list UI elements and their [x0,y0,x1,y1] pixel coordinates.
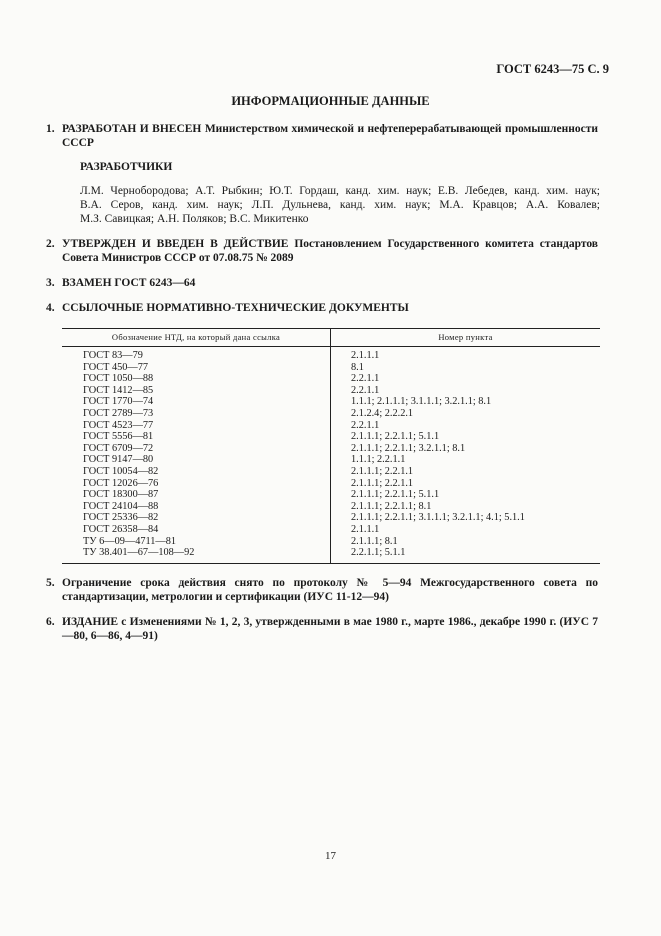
document-cell: ГОСТ 4523—77 [62,420,331,432]
section-number: 3. [46,277,55,289]
table-row [62,362,600,374]
table-row [62,536,600,548]
table-row [62,466,600,478]
clause-cell: 2.1.1.1; 8.1 [351,535,398,547]
section-6 [46,615,598,643]
document-cell: ТУ 38.401—67—108—92 [62,547,331,563]
table-row [62,454,600,466]
table-row [62,547,600,563]
section-number: 1. [46,123,55,135]
document-cell: ГОСТ 5556—81 [62,431,331,443]
document-cell: ГОСТ 9147—80 [62,454,331,466]
section-text: Постановлением Государственного комитета стандартов Совета Министров СССР от 07.08.75 № 2089 [62,238,598,265]
section-5 [46,576,598,604]
document-cell: ТУ 6—09—4711—81 [62,536,331,548]
clause-cell: 2.1.1.1 [351,523,380,535]
section-4 [46,301,598,315]
clause-cell: 2.1.1.1; 2.2.1.1; 5.1.1 [351,489,440,501]
clause-cell: 2.2.1.1 [351,384,380,396]
document-cell: ГОСТ 18300—87 [62,489,331,501]
table-row [62,408,600,420]
page-number: 17 [325,850,336,862]
clause-cell: 2.1.1.1 [351,350,380,361]
table-row [62,431,600,443]
clause-cell: 2.2.1.1; 5.1.1 [331,547,601,563]
column-header-document: Обозначение НТД, на который дана ссылка [62,329,331,347]
section-3 [46,276,598,290]
table-row [62,396,600,408]
table-header-row [62,329,600,347]
section-lead: УТВЕРЖДЕН И ВВЕДЕН В ДЕЙСТВИЕ [62,238,289,250]
clause-cell: 1.1.1; 2.1.1.1; 3.1.1.1; 3.2.1.1; 8.1 [351,396,492,408]
table-row [62,478,600,490]
clause-cell: 2.1.1.1; 2.2.1.1 [351,465,414,477]
clause-cell: 2.1.1.1; 2.2.1.1; 3.2.1.1; 8.1 [351,442,466,454]
page-title: ИНФОРМАЦИОННЫЕ ДАННЫЕ [231,94,430,108]
document-cell: ГОСТ 6709—72 [62,443,331,455]
clause-cell: 2.2.1.1 [351,373,380,385]
running-header: ГОСТ 6243—75 С. 9 [496,62,609,76]
clause-cell: 8.1 [351,361,364,373]
clause-cell: 2.1.1.1; 2.2.1.1 [351,477,414,489]
section-lead: ССЫЛОЧНЫЕ НОРМАТИВНО-ТЕХНИЧЕСКИЕ ДОКУМЕНТЫ [62,302,409,314]
section-1 [46,122,598,150]
table-row [62,443,600,455]
table-row [62,373,600,385]
section-text: Ограничение срока действия снято по протоколу № 5—94 Межгосударственного совета по стандартизации, метрологии и сертификации (ИУС 11-12—94) [62,577,598,604]
section-number: 4. [46,302,55,314]
section-2 [46,237,598,265]
column-header-clause: Номер пункта [331,329,601,347]
section-number: 2. [46,238,55,250]
developers-line: В.А. Серов, канд. хим. наук; Л.П. Дульнева, канд. хим. наук; М.А. Кравцов; А.А. Ковалев; [80,199,600,212]
document-cell: ГОСТ 25336—82 [62,512,331,524]
developers-heading: РАЗРАБОТЧИКИ [80,161,173,173]
section-number: 6. [46,616,55,628]
document-cell: ГОСТ 2789—73 [62,408,331,420]
table-row [62,501,600,513]
document-cell: ГОСТ 1412—85 [62,385,331,397]
section-text: ИЗДАНИЕ с Изменениями № 1, 2, 3, утвержденными в мае 1980 г., марте 1986., декабре 1990 г. (ИУС 7—80, 6—86, 4—91) [62,616,598,643]
table-row [62,385,600,397]
clause-cell: 2.1.1.1; 2.2.1.1; 8.1 [351,500,432,512]
developers-list [80,184,600,227]
references-table [62,328,600,564]
table-row [62,512,600,524]
table-row [62,420,600,432]
clause-cell: 1.1.1; 2.2.1.1 [351,454,406,466]
clause-cell: 2.2.1.1 [351,419,380,431]
developers-line: М.З. Савицкая; А.Н. Поляков; В.С. Микитенко [80,213,309,226]
document-cell: ГОСТ 24104—88 [62,501,331,513]
clause-cell: 2.1.1.1; 2.2.1.1; 3.1.1.1; 3.2.1.1; 4.1; 5.1.1 [351,512,525,524]
section-lead: РАЗРАБОТАН И ВНЕСЕН [62,123,202,135]
clause-cell: 2.1.2.4; 2.2.2.1 [351,407,414,419]
document-cell: ГОСТ 10054—82 [62,466,331,478]
document-cell: ГОСТ 1770—74 [62,396,331,408]
section-lead: ВЗАМЕН ГОСТ 6243—64 [62,277,196,289]
section-text: Министерством химической и нефтеперерабатывающей промышленности СССР [62,123,598,150]
document-cell: ГОСТ 83—79 [62,347,331,362]
table-row [62,489,600,501]
document-cell: ГОСТ 12026—76 [62,478,331,490]
table-row [62,524,600,536]
table-row [62,347,600,362]
document-cell: ГОСТ 450—77 [62,362,331,374]
document-cell: ГОСТ 1050—88 [62,373,331,385]
section-number: 5. [46,577,55,589]
developers-line: Л.М. Чернобородова; А.Т. Рыбкин; Ю.Т. Гордаш, канд. хим. наук; Е.В. Лебедев, канд. хим. наук; [80,185,600,197]
clause-cell: 2.1.1.1; 2.2.1.1; 5.1.1 [351,431,440,443]
document-cell: ГОСТ 26358—84 [62,524,331,536]
